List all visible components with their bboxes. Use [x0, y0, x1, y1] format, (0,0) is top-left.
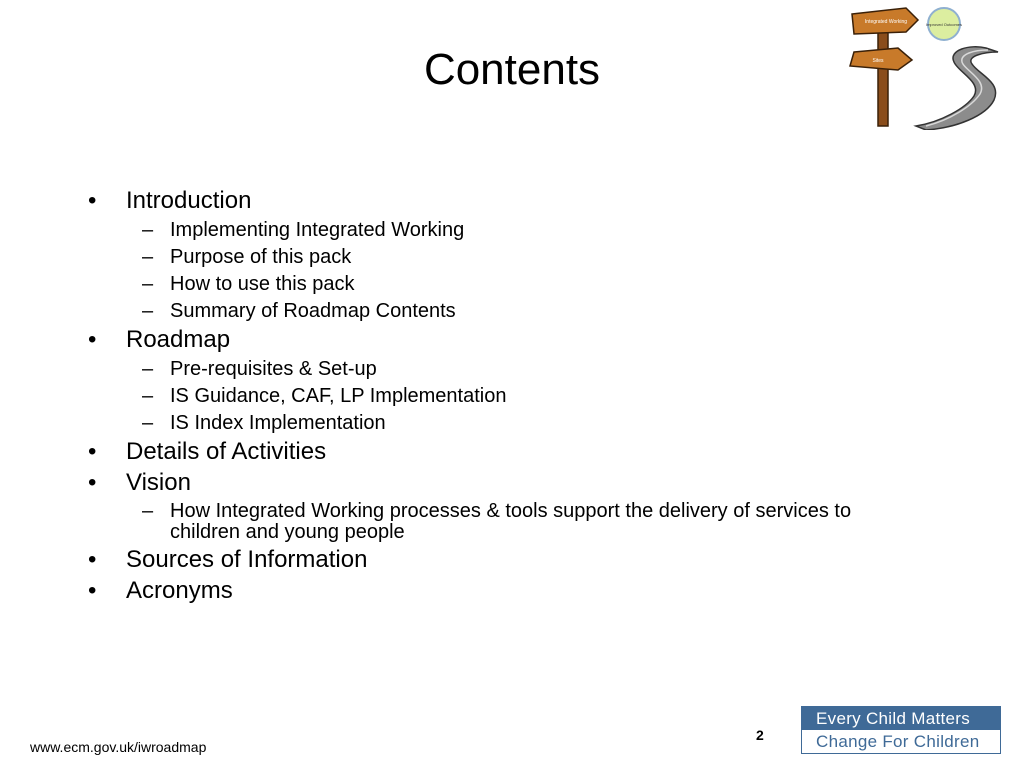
item-label: Sources of Information	[126, 546, 368, 573]
sub-item	[86, 219, 946, 242]
winding-road	[916, 47, 998, 130]
item-label: Vision	[126, 469, 191, 496]
sub-item	[86, 358, 946, 381]
dash: –	[142, 412, 154, 434]
sub-item	[86, 501, 946, 543]
slide-title: Contents	[423, 45, 601, 94]
sign-label-bottom: Sites	[872, 58, 884, 64]
bullet: •	[88, 326, 97, 353]
ecm-logo-line2: Change For Children	[802, 730, 1000, 753]
list-item-acronyms	[86, 577, 946, 605]
dash: –	[142, 358, 154, 380]
sub-item	[86, 273, 946, 296]
list-item-roadmap	[86, 326, 946, 354]
dash: –	[142, 500, 154, 522]
bullet: •	[88, 438, 97, 465]
sub-item-label: How to use this pack	[170, 273, 355, 295]
sub-item-label: IS Index Implementation	[170, 412, 386, 434]
ecm-logo-line1: Every Child Matters	[802, 707, 1000, 730]
footer-url[interactable]: www.ecm.gov.uk/iwroadmap	[30, 739, 207, 755]
contents-list	[86, 184, 946, 605]
item-label: Acronyms	[126, 577, 233, 604]
sign-label-top: Integrated Working	[864, 19, 908, 25]
sub-item-label: How Integrated Working processes & tools support the delivery of services to children and young people	[170, 500, 852, 543]
roadmap-signpost-icon	[846, 4, 1018, 130]
item-label: Details of Activities	[126, 438, 327, 465]
bullet: •	[88, 546, 97, 573]
dash: –	[142, 273, 154, 295]
list-item-vision	[86, 469, 946, 497]
sub-item-label: Summary of Roadmap Contents	[170, 300, 456, 322]
dash: –	[142, 246, 154, 268]
sub-item	[86, 246, 946, 269]
sub-item-label: Implementing Integrated Working	[170, 219, 465, 241]
circle-label: Improved Outcomes	[925, 22, 963, 27]
dash: –	[142, 219, 154, 241]
dash: –	[142, 300, 154, 322]
bullet: •	[88, 469, 97, 496]
dash: –	[142, 385, 154, 407]
sub-item	[86, 412, 946, 435]
bullet: •	[88, 577, 97, 604]
item-label: Introduction	[126, 187, 252, 214]
every-child-matters-logo	[801, 706, 1001, 754]
item-label: Roadmap	[126, 326, 231, 353]
list-item-sources-of-information	[86, 546, 946, 574]
list-item-introduction	[86, 187, 946, 215]
list-item-details-of-activities	[86, 438, 946, 466]
sub-item	[86, 300, 946, 323]
bullet: •	[88, 187, 97, 214]
signpost-pole	[878, 26, 888, 126]
sub-item-label: Purpose of this pack	[170, 246, 352, 268]
sub-item-label: Pre-requisites & Set-up	[170, 358, 377, 380]
page-number: 2	[756, 727, 764, 743]
sub-item	[86, 385, 946, 408]
sub-item-label: IS Guidance, CAF, LP Implementation	[170, 385, 507, 407]
